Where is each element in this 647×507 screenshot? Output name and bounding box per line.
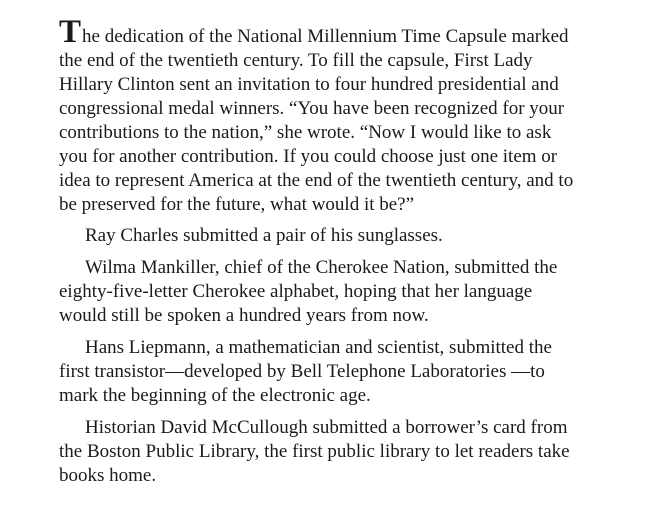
document-page [59, 14, 579, 496]
paragraph-ray-charles: Ray Charles submitted a pair of his sunglasses. [85, 225, 443, 246]
paragraph-wilma-mankiller: Wilma Mankiller, chief of the Cherokee Nation, submitted the eighty-five-letter Cherokee alphabet, hoping that her language would still be spoken a hundred years from now. [59, 257, 558, 326]
paragraph-david-mccullough: Historian David McCullough submitted a borrower’s card from the Boston Public Library, the first public library to let readers take books home. [59, 417, 570, 486]
intro-paragraph [59, 14, 579, 217]
intro-text: he dedication of the National Millennium Time Capsule marked the end of the twentieth century. To fill the capsule, First Lady Hillary Clinton sent an invitation to four hundred presidential and congressional medal winners. “You have been recognized for your contributions to the nation,” she wrote. “Now I would like to ask you for another contribution. If you could choose just one item or idea to represent America at the end of the twentieth century, and to be preserved for the future, what would it be?” [59, 26, 574, 215]
drop-cap: T [59, 14, 82, 50]
paragraph-hans-liepmann: Hans Liepmann, a mathematician and scientist, submitted the first transistor—developed by Bell Telephone Laboratories —to mark the beginning of the electronic age. [59, 337, 552, 406]
